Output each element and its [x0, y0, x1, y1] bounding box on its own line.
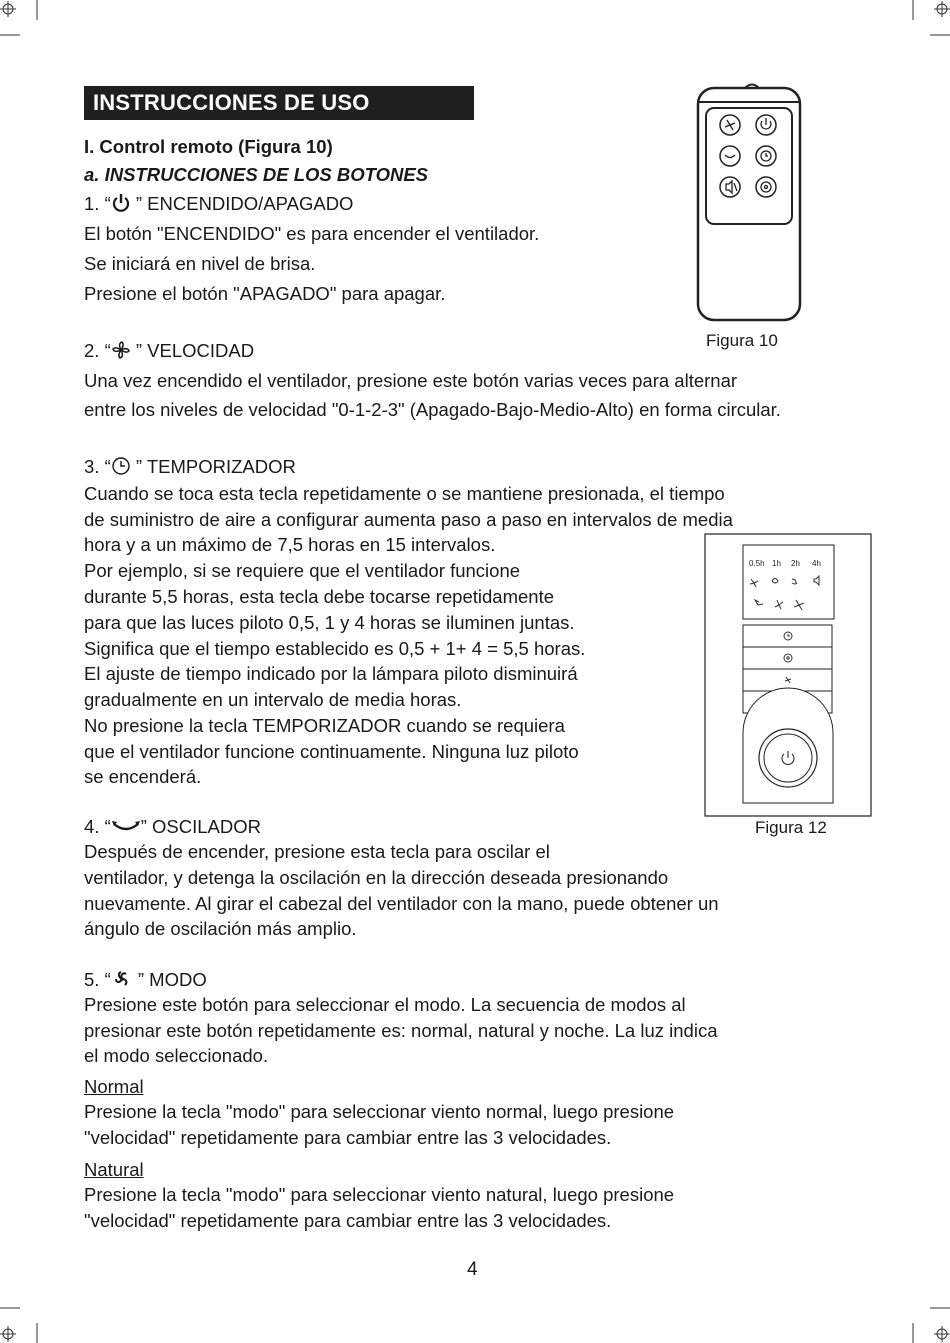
- timer-label-0: 0.5h: [749, 559, 765, 568]
- item-timer-line: hora y a un máximo de 7,5 horas en 15 intervalos.: [84, 534, 496, 555]
- figure-12-caption: Figura 12: [755, 818, 827, 837]
- item-speed-suffix: ” VELOCIDAD: [130, 340, 255, 361]
- item-timer-line: Por ejemplo, si se requiere que el ventilador funcione: [84, 560, 521, 581]
- item-timer-line: que el ventilador funcione continuamente. Ninguna luz piloto: [84, 741, 579, 762]
- item-timer-line: de suministro de aire a configurar aumenta paso a paso en intervalos de media: [84, 509, 733, 530]
- section-subheading: a. INSTRUCCIONES DE LOS BOTONES: [84, 164, 429, 185]
- item-oscillation-line: ventilador, y detenga la oscilación en la dirección deseada presionando: [84, 867, 669, 888]
- item-timer-line: Significa que el tiempo establecido es 0,5 + 1+ 4 = 5,5 horas.: [84, 638, 586, 659]
- item-speed-line: entre los niveles de velocidad "0-1-2-3" (Apagado-Bajo-Medio-Alto) en forma circular.: [84, 399, 781, 420]
- item-power-prefix: 1. “: [84, 193, 111, 214]
- remote-control-figure: [690, 80, 810, 330]
- item-speed-line: Una vez encendido el ventilador, presione este botón varias veces para alternar: [84, 370, 738, 391]
- mode-natural-line: "velocidad" repetidamente para cambiar entre las 3 velocidades.: [84, 1210, 612, 1231]
- timer-label-2: 2h: [791, 559, 800, 568]
- figure-10-caption: Figura 10: [706, 331, 778, 350]
- item-mode-line: presionar este botón repetidamente es: normal, natural y noche. La luz indica: [84, 1020, 718, 1041]
- clock-icon: [111, 456, 131, 476]
- item-timer-line: para que las luces piloto 0,5, 1 y 4 horas se iluminen juntas.: [84, 612, 575, 633]
- item-oscillation-prefix: 4. “: [84, 816, 111, 837]
- mode-swirl-icon: [111, 969, 133, 989]
- item-power-heading: [84, 191, 353, 217]
- item-timer-line: gradualmente en un intervalo de media horas.: [84, 689, 462, 710]
- item-mode-line: el modo seleccionado.: [84, 1045, 269, 1066]
- page-number: 4: [467, 1259, 478, 1280]
- item-power-line: Presione el botón "APAGADO" para apagar.: [84, 283, 446, 304]
- item-timer-suffix: ” TEMPORIZADOR: [130, 456, 296, 477]
- item-power-line: El botón "ENCENDIDO" es para encender el ventilador.: [84, 223, 540, 244]
- item-power-line: Se iniciará en nivel de brisa.: [84, 253, 316, 274]
- control-panel-figure: [704, 533, 872, 817]
- oscillation-icon: [111, 818, 141, 836]
- item-timer-line: El ajuste de tiempo indicado por la lámpara piloto disminuirá: [84, 663, 578, 684]
- item-oscillation-heading: [84, 814, 261, 840]
- item-timer-prefix: 3. “: [84, 456, 111, 477]
- timer-label-3: 4h: [812, 559, 821, 568]
- fan-speed-icon: [111, 340, 131, 360]
- item-timer-line: se encenderá.: [84, 766, 202, 787]
- power-icon: [111, 193, 131, 213]
- mode-natural-line: Presione la tecla "modo" para seleccionar viento natural, luego presione: [84, 1184, 675, 1205]
- section-heading: I. Control remoto (Figura 10): [84, 136, 333, 157]
- item-mode-heading: [84, 967, 207, 993]
- mode-normal-line: "velocidad" repetidamente para cambiar entre las 3 velocidades.: [84, 1127, 612, 1148]
- item-timer-line: Cuando se toca esta tecla repetidamente o se mantiene presionada, el tiempo: [84, 483, 725, 504]
- item-timer-line: No presione la tecla TEMPORIZADOR cuando se requiera: [84, 715, 565, 736]
- item-oscillation-line: nuevamente. Al girar el cabezal del ventilador con la mano, puede obtener un: [84, 893, 719, 914]
- item-speed-prefix: 2. “: [84, 340, 111, 361]
- item-oscillation-suffix: ” OSCILADOR: [140, 816, 262, 837]
- item-mode-line: Presione este botón para seleccionar el modo. La secuencia de modos al: [84, 994, 686, 1015]
- item-power-suffix: ” ENCENDIDO/APAGADO: [130, 193, 354, 214]
- item-timer-heading: [84, 454, 296, 480]
- item-oscillation-line: ángulo de oscilación más amplio.: [84, 918, 357, 939]
- mode-normal-title: Normal: [84, 1076, 144, 1097]
- item-speed-heading: [84, 338, 254, 364]
- item-mode-prefix: 5. “: [84, 969, 111, 990]
- timer-label-1: 1h: [772, 559, 781, 568]
- item-timer-line: durante 5,5 horas, esta tecla debe tocarse repetidamente: [84, 586, 554, 607]
- page-title: INSTRUCCIONES DE USO: [84, 86, 474, 120]
- mode-normal-line: Presione la tecla "modo" para seleccionar viento normal, luego presione: [84, 1101, 675, 1122]
- item-mode-suffix: ” MODO: [132, 969, 207, 990]
- mode-natural-title: Natural: [84, 1159, 144, 1180]
- item-oscillation-line: Después de encender, presione esta tecla para oscilar el: [84, 841, 550, 862]
